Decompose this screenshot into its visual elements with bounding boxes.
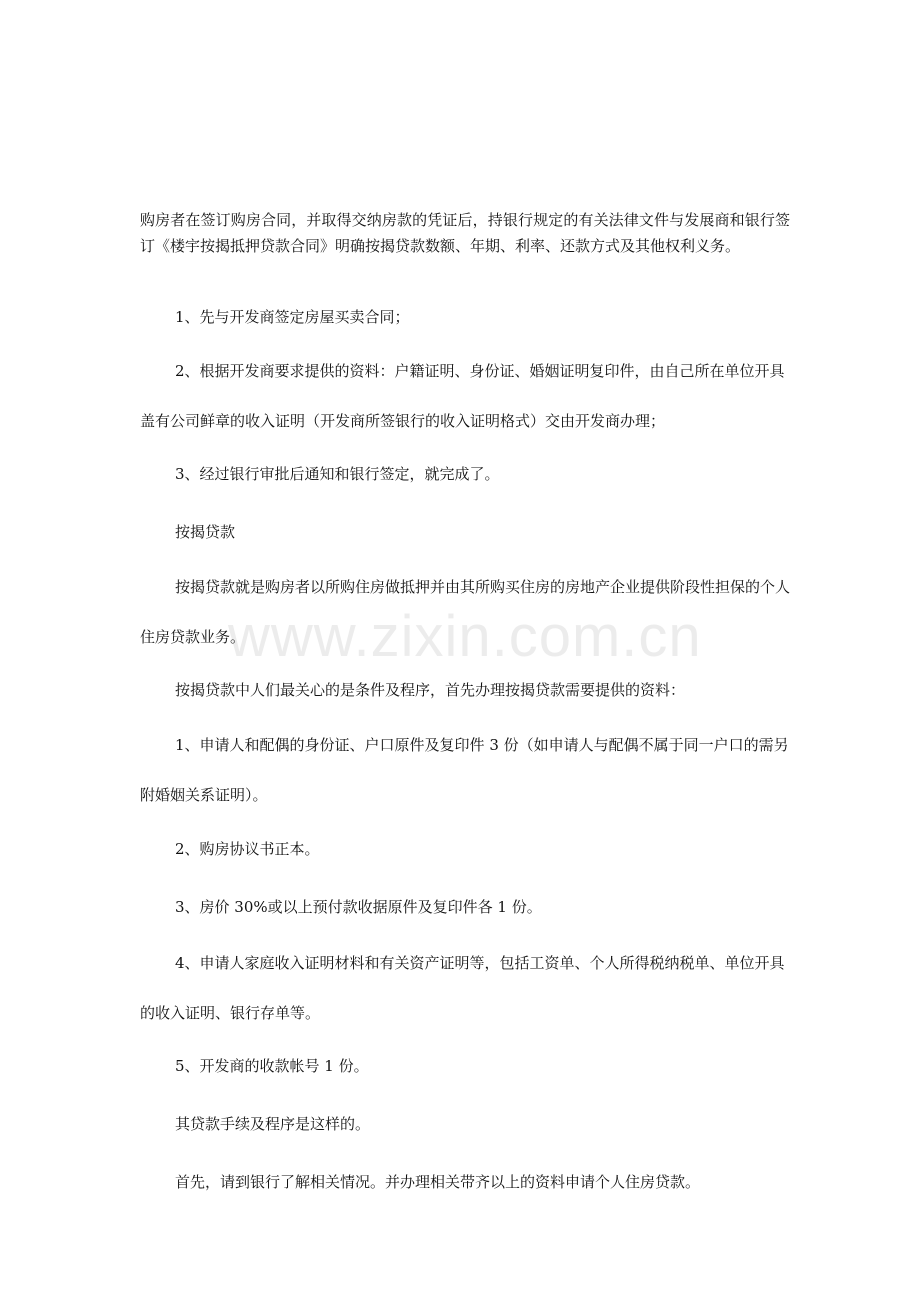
step-1: 1、先与开发商签定房屋买卖合同； — [175, 308, 410, 326]
materials-intro: 按揭贷款中人们最关心的是条件及程序，首先办理按揭贷款需要提供的资料： — [175, 681, 686, 699]
step-2: 2、根据开发商要求提供的资料：户籍证明、身份证、婚姻证明复印件，由自己所在单位开具盖有公司鲜章的收入证明（开发商所签银行的收入证明格式）交由开发商办理； — [140, 362, 785, 430]
material-5: 5、开发商的收款帐号 1 份。 — [175, 1057, 369, 1075]
procedure-intro: 其贷款手续及程序是这样的。 — [175, 1115, 371, 1133]
material-1: 1、申请人和配偶的身份证、户口原件及复印件 3 份（如申请人与配偶不属于同一户口的需另附婚姻关系证明）。 — [140, 736, 789, 804]
section-heading: 按揭贷款 — [175, 523, 236, 541]
procedure-first: 首先，请到银行了解相关情况。并办理相关带齐以上的资料申请个人住房贷款。 — [175, 1173, 701, 1191]
material-2: 2、购房协议书正本。 — [175, 840, 320, 858]
watermark: www.zixin.com.cn — [228, 604, 702, 669]
material-3: 3、房价 30%或以上预付款收据原件及复印件各 1 份。 — [175, 898, 542, 916]
definition-paragraph: 按揭贷款就是购房者以所购住房做抵押并由其所购买住房的房地产企业提供阶段性担保的个人住房贷款业务。 — [140, 578, 791, 646]
intro-paragraph: 购房者在签订购房合同，并取得交纳房款的凭证后，持银行规定的有关法律文件与发展商和银行签订《楼宇按揭抵押贷款合同》明确按揭贷款数额、年期、利率、还款方式及其他权利义务。 — [140, 211, 790, 255]
material-4: 4、申请人家庭收入证明材料和有关资产证明等，包括工资单、个人所得税纳税单、单位开具的收入证明、银行存单等。 — [140, 954, 785, 1022]
step-3: 3、经过银行审批后通知和银行签定，就完成了。 — [175, 465, 500, 483]
